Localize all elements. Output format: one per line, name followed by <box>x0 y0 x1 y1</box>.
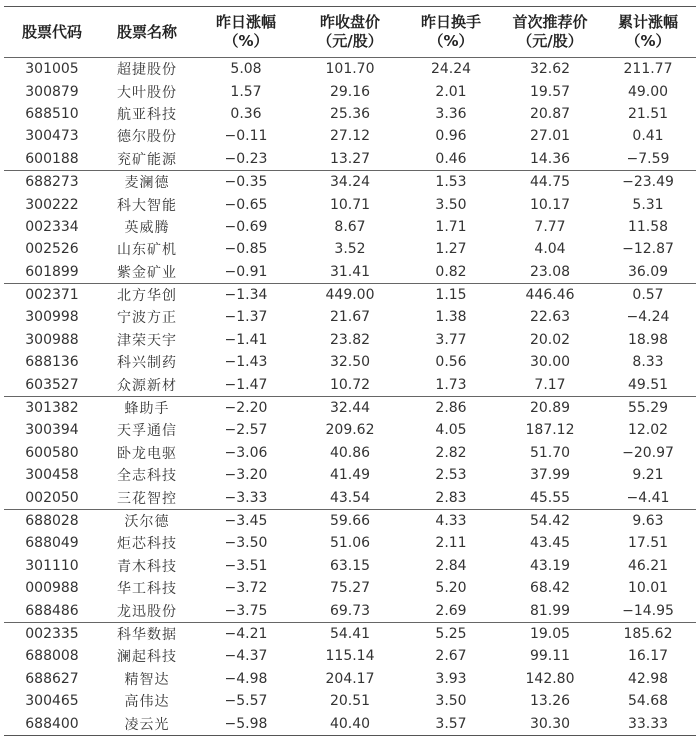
stock-name-cell: 炬芯科技 <box>117 536 177 553</box>
prev-close-cell: 27.12 <box>329 128 371 145</box>
stock-code-cell: 688510 <box>25 105 79 122</box>
first-rec-price-cell: 44.75 <box>500 170 600 193</box>
header-code: 股票代码 <box>4 7 100 58</box>
cumulative-change-cell: 8.33 <box>632 354 664 371</box>
prev-change-cell: −1.37 <box>224 309 268 326</box>
cumulative-change-cell: 42.98 <box>627 670 669 687</box>
header-name: 股票名称 <box>100 7 194 58</box>
prev-close-cell: 43.54 <box>329 489 371 506</box>
prev-turnover-cell: 2.86 <box>402 396 500 419</box>
first-rec-price-cell: 4.04 <box>534 241 566 258</box>
prev-close-cell: 32.50 <box>329 354 371 371</box>
prev-change-cell: −3.75 <box>224 602 268 619</box>
prev-change-cell: 0.36 <box>230 105 262 122</box>
first-rec-price-cell: 99.11 <box>529 648 571 665</box>
prev-turnover-cell: 1.73 <box>435 376 467 393</box>
table-row <box>4 509 696 532</box>
cumulative-change-cell: −7.59 <box>626 150 670 167</box>
table-row <box>4 103 696 125</box>
prev-turnover-cell: 5.20 <box>435 580 467 597</box>
stock-code-cell: 300473 <box>25 128 79 145</box>
cumulative-change-cell: 17.51 <box>627 535 669 552</box>
stock-code-cell: 600580 <box>25 444 79 461</box>
first-rec-price-cell: 51.70 <box>529 444 571 461</box>
prev-turnover-cell: 3.57 <box>435 715 467 732</box>
table-row <box>4 577 696 599</box>
prev-turnover-cell: 2.53 <box>435 467 467 484</box>
table-row <box>4 283 696 306</box>
prev-change-cell: −3.72 <box>224 580 268 597</box>
first-rec-price-cell: 19.57 <box>529 83 571 100</box>
prev-close-cell: 449.00 <box>298 283 402 306</box>
stock-name-cell: 天孚通信 <box>117 423 177 440</box>
first-rec-price-cell: 7.17 <box>534 376 566 393</box>
prev-close-cell: 8.67 <box>334 218 366 235</box>
stock-code-cell: 300998 <box>25 309 79 326</box>
prev-close-cell: 10.72 <box>329 376 371 393</box>
first-rec-price-cell: 27.01 <box>529 128 571 145</box>
stock-name-cell: 科兴制药 <box>117 355 177 372</box>
stock-name-cell: 航亚科技 <box>117 106 177 123</box>
cumulative-change-cell: −12.87 <box>622 241 674 258</box>
prev-turnover-cell: 4.05 <box>435 422 467 439</box>
stock-name-cell: 北方华创 <box>100 283 194 306</box>
table-row <box>4 216 696 238</box>
cumulative-change-cell: 16.17 <box>627 648 669 665</box>
table-row <box>4 486 696 509</box>
table-row <box>4 396 696 419</box>
stock-name-cell: 大叶股份 <box>117 84 177 101</box>
stock-name-cell: 高伟达 <box>124 694 170 711</box>
table-row <box>4 58 696 81</box>
header-prev-close: 昨收盘价 （元/股） <box>298 7 402 58</box>
stock-name-cell: 卧龙电驱 <box>117 445 177 462</box>
first-rec-price-cell: 43.45 <box>529 535 571 552</box>
prev-turnover-cell: 0.46 <box>435 150 467 167</box>
cumulative-change-cell: 12.02 <box>627 422 669 439</box>
cumulative-change-cell: 49.00 <box>627 83 669 100</box>
stock-name-cell: 超捷股份 <box>117 62 177 79</box>
prev-close-cell: 3.52 <box>334 241 366 258</box>
prev-close-cell: 75.27 <box>329 580 371 597</box>
prev-turnover-cell: 1.38 <box>435 309 467 326</box>
stock-name-cell: 凌云光 <box>124 716 170 733</box>
stock-code-cell: 300879 <box>25 83 79 100</box>
stock-name-cell: 澜起科技 <box>117 649 177 666</box>
prev-turnover-cell: 2.84 <box>435 557 467 574</box>
first-rec-price-cell: 81.99 <box>529 602 571 619</box>
prev-change-cell: −2.57 <box>224 422 268 439</box>
prev-close-cell: 209.62 <box>325 422 375 439</box>
stock-code-cell: 300988 <box>25 331 79 348</box>
first-rec-price-cell: 10.17 <box>529 196 571 213</box>
stock-name-cell: 宁波方正 <box>117 310 177 327</box>
table-row <box>4 419 696 441</box>
stock-code-cell: 600188 <box>25 150 79 167</box>
first-rec-price-cell: 187.12 <box>525 422 575 439</box>
prev-change-cell: −5.98 <box>224 715 268 732</box>
stock-name-cell: 三花智控 <box>117 490 177 507</box>
stock-code-cell: 688273 <box>4 170 100 193</box>
cumulative-change-cell: −23.49 <box>600 170 696 193</box>
stock-name-cell: 沃尔德 <box>100 509 194 532</box>
cumulative-change-cell: −14.95 <box>622 602 674 619</box>
prev-turnover-cell: 2.67 <box>435 648 467 665</box>
stock-code-cell: 300394 <box>25 422 79 439</box>
prev-change-cell: −3.45 <box>194 509 298 532</box>
table-row <box>4 464 696 486</box>
prev-turnover-cell: 3.50 <box>435 196 467 213</box>
stock-code-cell: 300458 <box>25 467 79 484</box>
table-row <box>4 690 696 712</box>
prev-close-cell: 54.41 <box>298 622 402 645</box>
prev-close-cell: 34.24 <box>298 170 402 193</box>
header-prev-change: 昨日涨幅 （%） <box>194 7 298 58</box>
prev-turnover-cell: 3.77 <box>435 331 467 348</box>
cumulative-change-cell: 0.41 <box>632 128 664 145</box>
stock-name-cell: 山东矿机 <box>117 242 177 259</box>
table-row <box>4 306 696 328</box>
prev-change-cell: −5.57 <box>224 693 268 710</box>
prev-turnover-cell: 3.93 <box>435 670 467 687</box>
prev-change-cell: −3.50 <box>224 535 268 552</box>
prev-close-cell: 29.16 <box>329 83 371 100</box>
prev-close-cell: 21.67 <box>329 309 371 326</box>
prev-turnover-cell: 0.82 <box>435 263 467 280</box>
prev-turnover-cell: 2.11 <box>435 535 467 552</box>
prev-close-cell: 41.49 <box>329 467 371 484</box>
cumulative-change-cell: −4.24 <box>626 309 670 326</box>
stock-code-cell: 301005 <box>25 61 79 78</box>
prev-turnover-cell: 0.56 <box>435 354 467 371</box>
cumulative-change-cell: 0.57 <box>600 283 696 306</box>
stock-code-cell: 603527 <box>25 376 79 393</box>
stock-name-cell: 龙迅股份 <box>117 603 177 620</box>
cumulative-change-cell: 54.68 <box>627 693 669 710</box>
prev-turnover-cell: 24.24 <box>430 61 472 78</box>
cumulative-change-cell: −4.41 <box>626 489 670 506</box>
cumulative-change-cell: 49.51 <box>627 376 669 393</box>
stock-name-cell: 科大智能 <box>117 197 177 214</box>
cumulative-change-cell: 211.77 <box>623 61 673 78</box>
stock-table <box>4 6 696 736</box>
stock-code-cell: 300465 <box>25 693 79 710</box>
header-prev-turnover: 昨日换手 （%） <box>402 7 500 58</box>
prev-close-cell: 40.40 <box>329 715 371 732</box>
table-row <box>4 80 696 102</box>
prev-close-cell: 10.71 <box>329 196 371 213</box>
first-rec-price-cell: 142.80 <box>525 670 575 687</box>
first-rec-price-cell: 20.87 <box>529 105 571 122</box>
stock-name-cell: 青木科技 <box>117 558 177 575</box>
prev-close-cell: 204.17 <box>325 670 375 687</box>
cumulative-change-cell: 21.51 <box>627 105 669 122</box>
cumulative-change-cell: 18.98 <box>627 331 669 348</box>
prev-close-cell: 59.66 <box>298 509 402 532</box>
prev-turnover-cell: 1.71 <box>435 218 467 235</box>
first-rec-price-cell: 45.55 <box>529 489 571 506</box>
first-rec-price-cell: 30.30 <box>529 715 571 732</box>
first-rec-price-cell: 22.63 <box>529 309 571 326</box>
cumulative-change-cell: 185.62 <box>600 622 696 645</box>
stock-code-cell: 688486 <box>25 602 79 619</box>
first-rec-price-cell: 30.00 <box>529 354 571 371</box>
stock-name-cell: 紫金矿业 <box>117 264 177 281</box>
table-row <box>4 532 696 554</box>
stock-table-sheet <box>4 6 696 736</box>
prev-change-cell: −0.85 <box>224 241 268 258</box>
first-rec-price-cell: 7.77 <box>534 218 566 235</box>
table-row <box>4 645 696 667</box>
cumulative-change-cell: 46.21 <box>627 557 669 574</box>
table-row <box>4 193 696 215</box>
cumulative-change-cell: 5.31 <box>632 196 664 213</box>
prev-change-cell: 5.08 <box>230 61 262 78</box>
first-rec-price-cell: 68.42 <box>529 580 571 597</box>
stock-code-cell: 688028 <box>4 509 100 532</box>
table-row <box>4 599 696 622</box>
prev-change-cell: −1.41 <box>224 331 268 348</box>
cumulative-change-cell: 36.09 <box>627 263 669 280</box>
header-first-rec-price: 首次推荐价 （元/股） <box>500 7 600 58</box>
table-row <box>4 261 696 284</box>
table-row <box>4 170 696 193</box>
prev-change-cell: −3.20 <box>224 467 268 484</box>
prev-turnover-cell: 0.96 <box>435 128 467 145</box>
table-row <box>4 622 696 645</box>
stock-code-cell: 301110 <box>25 557 79 574</box>
prev-turnover-cell: 1.27 <box>435 241 467 258</box>
stock-name-cell: 科华数据 <box>100 622 194 645</box>
first-rec-price-cell: 20.02 <box>529 331 571 348</box>
prev-close-cell: 13.27 <box>329 150 371 167</box>
prev-turnover-cell: 2.01 <box>435 83 467 100</box>
first-rec-price-cell: 43.19 <box>529 557 571 574</box>
stock-code-cell: 688136 <box>25 354 79 371</box>
prev-close-cell: 115.14 <box>325 648 375 665</box>
table-row <box>4 668 696 690</box>
prev-change-cell: −0.35 <box>194 170 298 193</box>
stock-code-cell: 002334 <box>25 218 79 235</box>
prev-turnover-cell: 3.36 <box>435 105 467 122</box>
stock-code-cell: 002050 <box>25 489 79 506</box>
table-row <box>4 351 696 373</box>
prev-close-cell: 101.70 <box>325 61 375 78</box>
stock-name-cell: 华工科技 <box>117 581 177 598</box>
prev-change-cell: −4.37 <box>224 648 268 665</box>
first-rec-price-cell: 13.26 <box>529 693 571 710</box>
first-rec-price-cell: 23.08 <box>529 263 571 280</box>
prev-close-cell: 32.44 <box>298 396 402 419</box>
stock-name-cell: 麦澜德 <box>100 170 194 193</box>
prev-change-cell: −0.65 <box>224 196 268 213</box>
table-row <box>4 238 696 260</box>
prev-close-cell: 23.82 <box>329 331 371 348</box>
cumulative-change-cell: 9.21 <box>632 467 664 484</box>
table-row <box>4 555 696 577</box>
first-rec-price-cell: 37.99 <box>529 467 571 484</box>
prev-change-cell: −2.20 <box>194 396 298 419</box>
prev-close-cell: 25.36 <box>329 105 371 122</box>
stock-name-cell: 蜂助手 <box>100 396 194 419</box>
first-rec-price-cell: 20.89 <box>500 396 600 419</box>
header-cumulative-change: 累计涨幅 （%） <box>600 7 696 58</box>
prev-turnover-cell: 5.25 <box>402 622 500 645</box>
stock-name-cell: 津荣天宇 <box>117 332 177 349</box>
stock-code-cell: 688627 <box>25 670 79 687</box>
table-row <box>4 712 696 735</box>
prev-turnover-cell: 2.83 <box>435 489 467 506</box>
table-row <box>4 125 696 147</box>
prev-change-cell: −0.91 <box>224 263 268 280</box>
stock-code-cell: 002526 <box>25 241 79 258</box>
table-row <box>4 373 696 396</box>
table-body <box>4 58 696 736</box>
stock-name-cell: 兖矿能源 <box>117 151 177 168</box>
stock-code-cell: 601899 <box>25 263 79 280</box>
stock-code-cell: 301382 <box>4 396 100 419</box>
first-rec-price-cell: 14.36 <box>529 150 571 167</box>
stock-code-cell: 002371 <box>4 283 100 306</box>
table-row <box>4 442 696 464</box>
prev-turnover-cell: 2.69 <box>435 602 467 619</box>
stock-code-cell: 688008 <box>25 648 79 665</box>
prev-change-cell: −3.06 <box>224 444 268 461</box>
first-rec-price-cell: 32.62 <box>529 61 571 78</box>
prev-turnover-cell: 4.33 <box>402 509 500 532</box>
stock-name-cell: 全志科技 <box>117 468 177 485</box>
cumulative-change-cell: −20.97 <box>622 444 674 461</box>
prev-change-cell: −4.98 <box>224 670 268 687</box>
stock-name-cell: 精智达 <box>124 671 170 688</box>
stock-code-cell: 002335 <box>4 622 100 645</box>
table-row <box>4 148 696 171</box>
prev-change-cell: 1.57 <box>230 83 262 100</box>
prev-close-cell: 69.73 <box>329 602 371 619</box>
first-rec-price-cell: 19.05 <box>500 622 600 645</box>
cumulative-change-cell: 55.29 <box>600 396 696 419</box>
prev-turnover-cell: 3.50 <box>435 693 467 710</box>
first-rec-price-cell: 54.42 <box>500 509 600 532</box>
prev-turnover-cell: 2.82 <box>435 444 467 461</box>
cumulative-change-cell: 33.33 <box>627 715 669 732</box>
prev-close-cell: 51.06 <box>329 535 371 552</box>
table-row <box>4 329 696 351</box>
first-rec-price-cell: 446.46 <box>500 283 600 306</box>
prev-close-cell: 63.15 <box>329 557 371 574</box>
cumulative-change-cell: 10.01 <box>627 580 669 597</box>
prev-turnover-cell: 1.53 <box>402 170 500 193</box>
stock-code-cell: 688049 <box>25 535 79 552</box>
prev-change-cell: −1.43 <box>224 354 268 371</box>
prev-change-cell: −0.23 <box>224 150 268 167</box>
prev-turnover-cell: 1.15 <box>402 283 500 306</box>
prev-close-cell: 40.86 <box>329 444 371 461</box>
stock-name-cell: 德尔股份 <box>117 129 177 146</box>
prev-change-cell: −3.51 <box>224 557 268 574</box>
prev-close-cell: 20.51 <box>329 693 371 710</box>
stock-name-cell: 众源新材 <box>117 377 177 394</box>
stock-code-cell: 000988 <box>25 580 79 597</box>
prev-change-cell: −0.69 <box>224 218 268 235</box>
cumulative-change-cell: 11.58 <box>627 218 669 235</box>
stock-code-cell: 300222 <box>25 196 79 213</box>
table-header-row <box>4 7 696 58</box>
prev-change-cell: −1.47 <box>224 376 268 393</box>
prev-change-cell: −0.11 <box>224 128 268 145</box>
cumulative-change-cell: 9.63 <box>600 509 696 532</box>
prev-change-cell: −3.33 <box>224 489 268 506</box>
stock-name-cell: 英威腾 <box>124 219 170 236</box>
prev-change-cell: −4.21 <box>194 622 298 645</box>
prev-change-cell: −1.34 <box>194 283 298 306</box>
prev-close-cell: 31.41 <box>329 263 371 280</box>
stock-code-cell: 688400 <box>25 715 79 732</box>
